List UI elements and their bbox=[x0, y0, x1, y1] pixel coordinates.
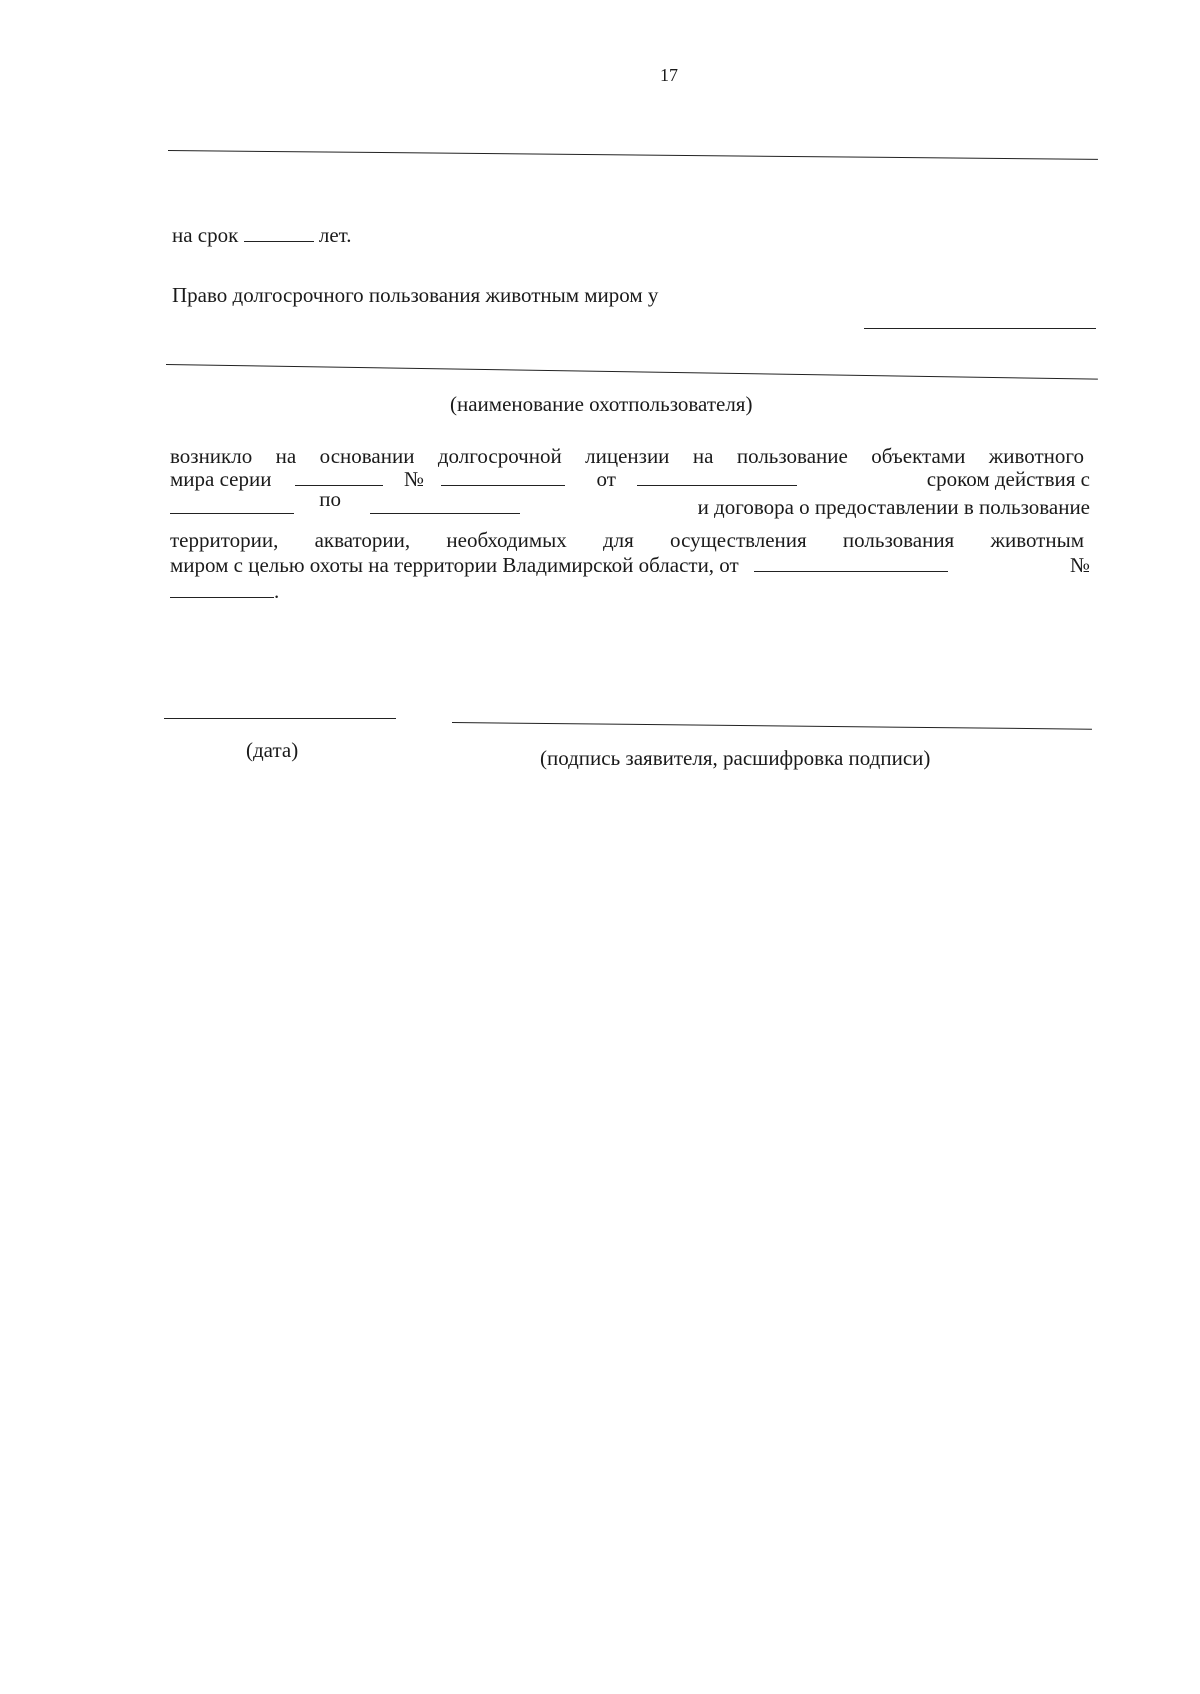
validity-label: сроком действия с bbox=[926, 467, 1090, 491]
signature-caption: (подпись заявителя, расшифровка подписи) bbox=[540, 746, 931, 770]
from-label-1: от bbox=[596, 467, 616, 491]
contract-number-blank bbox=[170, 579, 274, 598]
page-number: 17 bbox=[660, 65, 678, 85]
blank-line-user-long bbox=[166, 364, 1098, 380]
contract-label: и договора о предоставлении в пользование bbox=[697, 495, 1090, 519]
blank-line-top bbox=[168, 150, 1098, 160]
body-line-4: территории, акватории, необходимых для осуществления пользования животным bbox=[170, 528, 1084, 552]
number-sign-1: № bbox=[403, 467, 425, 491]
license-date-blank bbox=[637, 467, 797, 486]
right-statement: Право долгосрочного пользования животным миром у bbox=[172, 283, 659, 307]
body-line-2 bbox=[170, 466, 1090, 492]
validity-from-blank bbox=[170, 495, 294, 514]
body-line-3 bbox=[170, 487, 1090, 520]
number-sign-2: № bbox=[1069, 553, 1090, 577]
date-caption: (дата) bbox=[246, 738, 299, 762]
blank-line-user-short bbox=[864, 328, 1096, 329]
contract-date-blank bbox=[754, 553, 948, 572]
term-line bbox=[172, 222, 352, 248]
body-line-6 bbox=[170, 578, 279, 604]
license-number-blank bbox=[441, 467, 565, 486]
signature-line bbox=[452, 722, 1092, 730]
sentence-end: . bbox=[274, 579, 280, 603]
to-label: по bbox=[319, 487, 341, 511]
date-line bbox=[164, 718, 396, 719]
term-years-blank bbox=[244, 223, 314, 242]
body-line-5 bbox=[170, 552, 1090, 578]
term-prefix: на срок bbox=[172, 223, 239, 247]
series-blank bbox=[295, 467, 383, 486]
series-label: мира серии bbox=[170, 467, 272, 491]
term-suffix: лет. bbox=[318, 223, 352, 247]
body-line-1: возникло на основании долгосрочной лицензии на пользование объектами животного bbox=[170, 444, 1084, 468]
contract-text: миром с целью охоты на территории Владимирской области, от bbox=[170, 553, 739, 577]
user-name-caption: (наименование охотпользователя) bbox=[450, 392, 753, 416]
validity-to-blank bbox=[370, 495, 520, 514]
